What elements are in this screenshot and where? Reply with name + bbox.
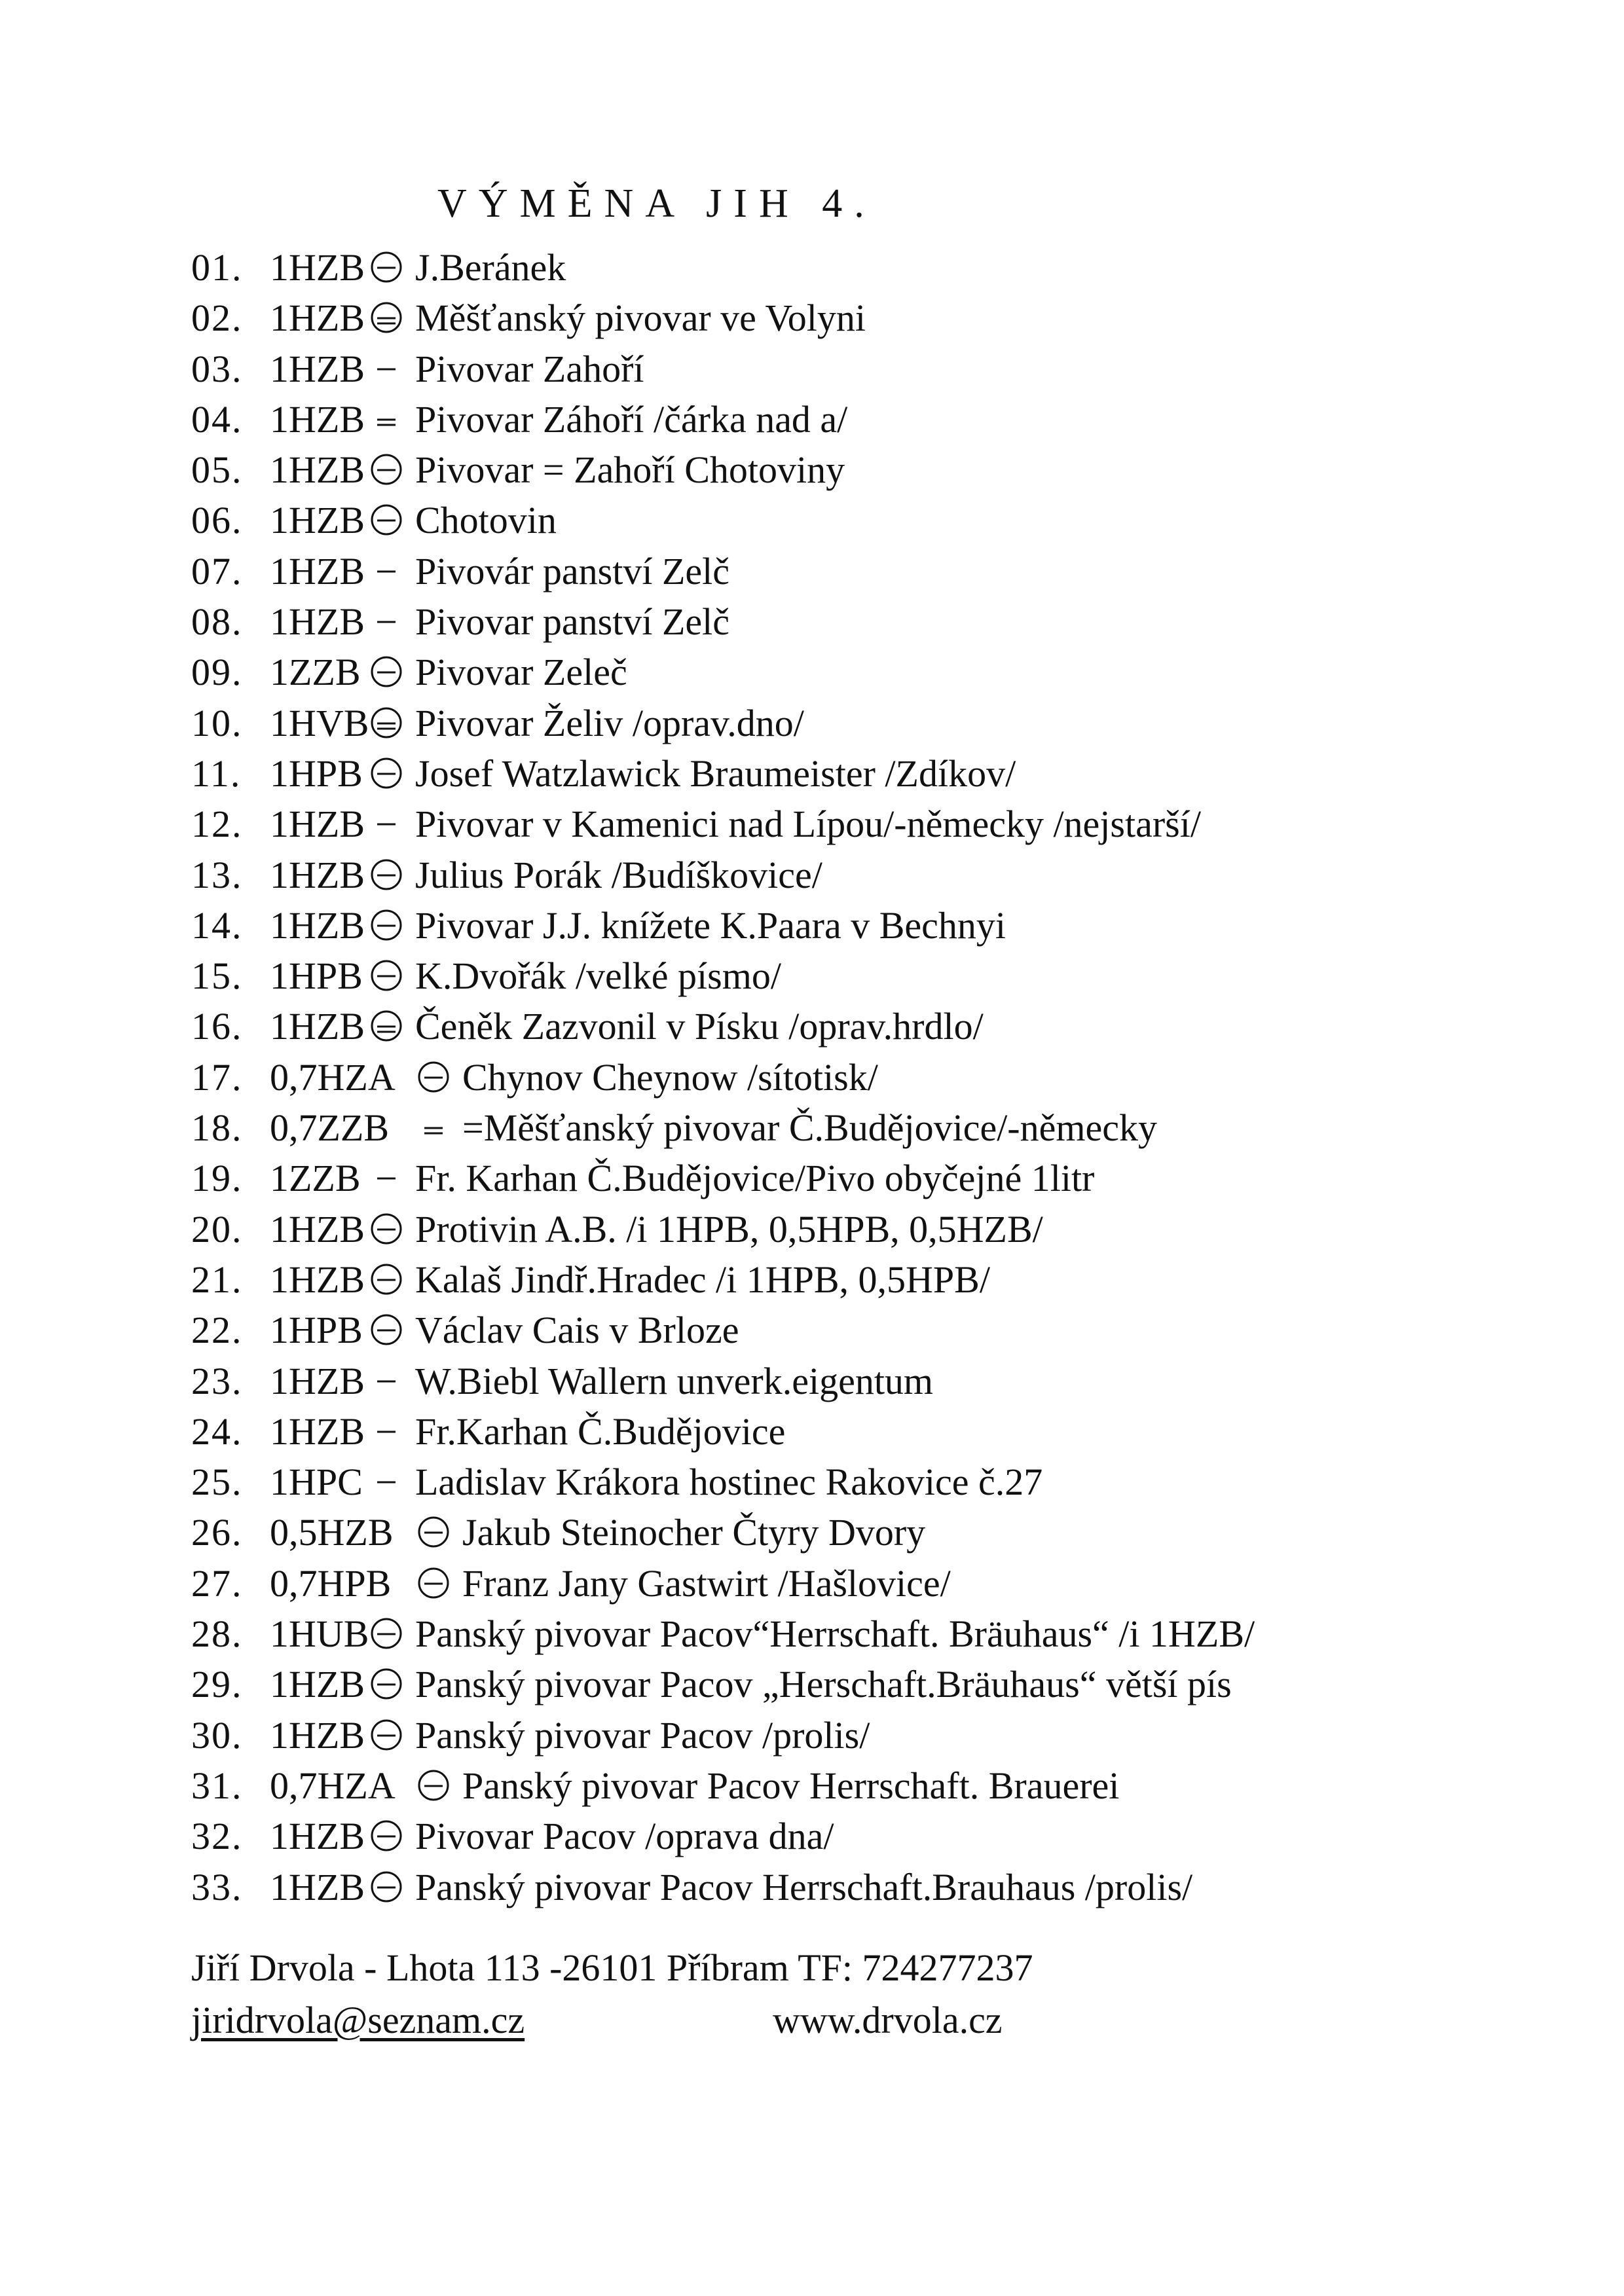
bottle-code: 1HPB [270, 752, 363, 795]
bottle-code: 1HZB [270, 499, 365, 542]
bottle-code: 1HVB [270, 701, 369, 744]
brewery-description: Pivovar v Kamenici nad Lípou/-německy /nejstarší/ [415, 803, 1201, 846]
bottle-code: 0,7HZA [270, 1764, 396, 1807]
item-number: 29. [191, 1663, 243, 1706]
bottle-code: 1HZB [270, 1207, 365, 1250]
item-number: 07. [191, 549, 243, 592]
label-shape-icon [369, 1009, 403, 1043]
list-item [191, 1406, 1599, 1457]
label-shape-icon [416, 1110, 451, 1144]
website-link[interactable]: www.drvola.cz [773, 1999, 1003, 2041]
item-list [191, 242, 1599, 1912]
brewery-description: W.Biebl Wallern unverk.eigentum [415, 1359, 934, 1402]
brewery-description: Pivovar = Zahoří Chotoviny [415, 448, 845, 492]
list-item [191, 1710, 1599, 1760]
brewery-description: Panský pivovar Pacov Herrschaft.Brauhaus /prolis/ [415, 1865, 1193, 1908]
list-item [191, 1507, 1599, 1558]
brewery-description: Ladislav Krákora hostinec Rakovice č.27 [415, 1461, 1043, 1504]
bottle-code: 1HZB [270, 397, 365, 441]
bottle-code: 1HPB [270, 955, 363, 998]
bottle-code: 0,7HPB [270, 1561, 392, 1605]
list-item [191, 394, 1599, 445]
label-shape-icon [369, 706, 403, 740]
brewery-description: Panský pivovar Pacov /prolis/ [415, 1713, 870, 1757]
item-number: 20. [191, 1207, 243, 1250]
list-item [191, 1356, 1599, 1406]
label-shape-icon [369, 1364, 403, 1398]
brewery-description: Panský pivovar Pacov „Herschaft.Bräuhaus“ větší pís [415, 1663, 1232, 1706]
label-shape-icon [369, 1616, 403, 1650]
label-shape-icon [369, 807, 403, 841]
list-item [191, 850, 1599, 900]
label-shape-icon [369, 250, 403, 284]
email-link[interactable]: jiridrvola@seznam.cz [191, 1999, 525, 2041]
list-item [191, 1760, 1599, 1811]
list-item [191, 1204, 1599, 1254]
label-shape-icon [369, 1313, 403, 1347]
brewery-description: Protivin A.B. /i 1HPB, 0,5HPB, 0,5HZB/ [415, 1207, 1043, 1250]
item-number: 14. [191, 903, 243, 947]
bottle-code: 1HPC [270, 1461, 363, 1504]
bottle-code: 1ZZB [270, 651, 361, 694]
item-number: 15. [191, 955, 243, 998]
item-number: 12. [191, 803, 243, 846]
brewery-description: Chynov Cheynow /sítotisk/ [462, 1055, 878, 1099]
bottle-code: 1HZB [270, 600, 365, 644]
label-shape-icon [369, 301, 403, 335]
list-item [191, 1609, 1599, 1659]
label-shape-icon [369, 604, 403, 638]
list-item [191, 698, 1599, 748]
label-shape-icon [369, 655, 403, 689]
label-shape-icon [369, 1414, 403, 1448]
bottle-code: 1HPB [270, 1309, 363, 1352]
list-item [191, 900, 1599, 951]
brewery-description: Pivovar Zahoří [415, 347, 644, 390]
bottle-code: 1HZB [270, 1815, 365, 1858]
brewery-description: K.Dvořák /velké písmo/ [415, 955, 781, 998]
label-shape-icon [369, 1465, 403, 1499]
list-item [191, 951, 1599, 1001]
bottle-code: 1HZB [270, 1005, 365, 1048]
bottle-code: 1HZB [270, 1359, 365, 1402]
list-item [191, 1659, 1599, 1709]
list-item [191, 1001, 1599, 1051]
list-item [191, 1305, 1599, 1355]
label-shape-icon [369, 503, 403, 537]
label-shape-icon [369, 1212, 403, 1246]
item-number: 05. [191, 448, 243, 492]
list-item [191, 1862, 1599, 1912]
item-number: 23. [191, 1359, 243, 1402]
item-number: 18. [191, 1106, 243, 1150]
brewery-description: Panský pivovar Pacov“Herrschaft. Bräuhaus“ /i 1HZB/ [415, 1613, 1255, 1656]
bottle-code: 1HZB [270, 1410, 365, 1453]
label-shape-icon [369, 958, 403, 993]
item-number: 06. [191, 499, 243, 542]
brewery-description: Josef Watzlawick Braumeister /Zdíkov/ [415, 752, 1016, 795]
item-number: 27. [191, 1561, 243, 1605]
brewery-description: Pivovar Pacov /oprava dna/ [415, 1815, 834, 1858]
label-shape-icon [416, 1566, 451, 1600]
bottle-code: 0,7ZZB [270, 1106, 390, 1150]
list-item [191, 1153, 1599, 1203]
item-number: 02. [191, 297, 243, 340]
bottle-code: 1HZB [270, 246, 365, 289]
label-shape-icon [369, 1262, 403, 1296]
item-number: 17. [191, 1055, 243, 1099]
label-shape-icon [369, 908, 403, 942]
bottle-code: 1HZB [270, 1713, 365, 1757]
brewery-description: Julius Porák /Budíškovice/ [415, 853, 822, 896]
item-number: 33. [191, 1865, 243, 1908]
brewery-description: =Měšťanský pivovar Č.Budějovice/-německy [462, 1106, 1157, 1150]
bottle-code: 1HUB [270, 1613, 369, 1656]
item-number: 11. [191, 752, 242, 795]
list-item [191, 748, 1599, 799]
list-item [191, 1102, 1599, 1153]
bottle-code: 1HZB [270, 853, 365, 896]
item-number: 30. [191, 1713, 243, 1757]
list-item [191, 647, 1599, 697]
label-shape-icon [416, 1515, 451, 1549]
brewery-description: Fr.Karhan Č.Budějovice [415, 1410, 786, 1453]
item-number: 28. [191, 1613, 243, 1656]
list-item [191, 799, 1599, 849]
list-item [191, 445, 1599, 495]
label-shape-icon [369, 1870, 403, 1904]
item-number: 21. [191, 1258, 243, 1301]
label-shape-icon [369, 1667, 403, 1701]
brewery-description: J.Beránek [415, 246, 566, 289]
list-item [191, 1811, 1599, 1861]
brewery-description: Franz Jany Gastwirt /Hašlovice/ [462, 1561, 951, 1605]
bottle-code: 1HZB [270, 1663, 365, 1706]
list-item [191, 495, 1599, 545]
brewery-description: Fr. Karhan Č.Budějovice/Pivo obyčejné 1litr [415, 1157, 1095, 1200]
item-number: 04. [191, 397, 243, 441]
list-item [191, 1254, 1599, 1305]
item-number: 22. [191, 1309, 243, 1352]
item-number: 10. [191, 701, 243, 744]
bottle-code: 1HZB [270, 1865, 365, 1908]
brewery-description: Čeněk Zazvonil v Písku /oprav.hrdlo/ [415, 1005, 984, 1048]
page-title: VÝMĚNA JIH 4. [437, 181, 876, 226]
item-number: 26. [191, 1511, 243, 1554]
brewery-description: Pivovar Želiv /oprav.dno/ [415, 701, 804, 744]
item-number: 01. [191, 246, 243, 289]
list-item [191, 293, 1599, 343]
brewery-description: Panský pivovar Pacov Herrschaft. Brauerei [462, 1764, 1120, 1807]
list-item [191, 546, 1599, 596]
label-shape-icon [416, 1768, 451, 1802]
label-shape-icon [369, 1161, 403, 1195]
bottle-code: 1HZB [270, 803, 365, 846]
item-number: 32. [191, 1815, 243, 1858]
label-shape-icon [369, 1819, 403, 1853]
item-number: 25. [191, 1461, 243, 1504]
bottle-code: 0,5HZB [270, 1511, 394, 1554]
brewery-description: Pivovar Záhoří /čárka nad a/ [415, 397, 848, 441]
item-number: 31. [191, 1764, 243, 1807]
item-number: 16. [191, 1005, 243, 1048]
list-item [191, 242, 1599, 293]
bottle-code: 1HZB [270, 297, 365, 340]
contact-line: Jiří Drvola - Lhota 113 -26101 Příbram TF: 724277237 [191, 1946, 1033, 1989]
bottle-code: 1HZB [270, 903, 365, 947]
brewery-description: Jakub Steinocher Čtyry Dvory [462, 1511, 926, 1554]
label-shape-icon [416, 1060, 451, 1094]
brewery-description: Chotovin [415, 499, 557, 542]
item-number: 09. [191, 651, 243, 694]
bottle-code: 1HZB [270, 448, 365, 492]
bottle-code: 1HZB [270, 1258, 365, 1301]
bottle-code: 1HZB [270, 347, 365, 390]
item-number: 24. [191, 1410, 243, 1453]
brewery-description: Pivovar panství Zelč [415, 600, 730, 644]
label-shape-icon [369, 452, 403, 486]
label-shape-icon [369, 858, 403, 892]
brewery-description: Měšťanský pivovar ve Volyni [415, 297, 866, 340]
item-number: 13. [191, 853, 243, 896]
bottle-code: 1ZZB [270, 1157, 361, 1200]
brewery-description: Kalaš Jindř.Hradec /i 1HPB, 0,5HPB/ [415, 1258, 990, 1301]
item-number: 19. [191, 1157, 243, 1200]
list-item [191, 596, 1599, 647]
brewery-description: Pivovar J.J. knížete K.Paara v Bechnyi [415, 903, 1006, 947]
bottle-code: 0,7HZA [270, 1055, 396, 1099]
list-item [191, 1558, 1599, 1609]
label-shape-icon [369, 756, 403, 790]
list-item [191, 1457, 1599, 1507]
bottle-code: 1HZB [270, 549, 365, 592]
brewery-description: Pivovár panství Zelč [415, 549, 730, 592]
label-shape-icon [369, 554, 403, 588]
label-shape-icon [369, 402, 403, 436]
brewery-description: Václav Cais v Brloze [415, 1309, 739, 1352]
list-item [191, 344, 1599, 394]
label-shape-icon [369, 352, 403, 386]
item-number: 03. [191, 347, 243, 390]
item-number: 08. [191, 600, 243, 644]
label-shape-icon [369, 1718, 403, 1752]
brewery-description: Pivovar Zeleč [415, 651, 627, 694]
list-item [191, 1052, 1599, 1102]
